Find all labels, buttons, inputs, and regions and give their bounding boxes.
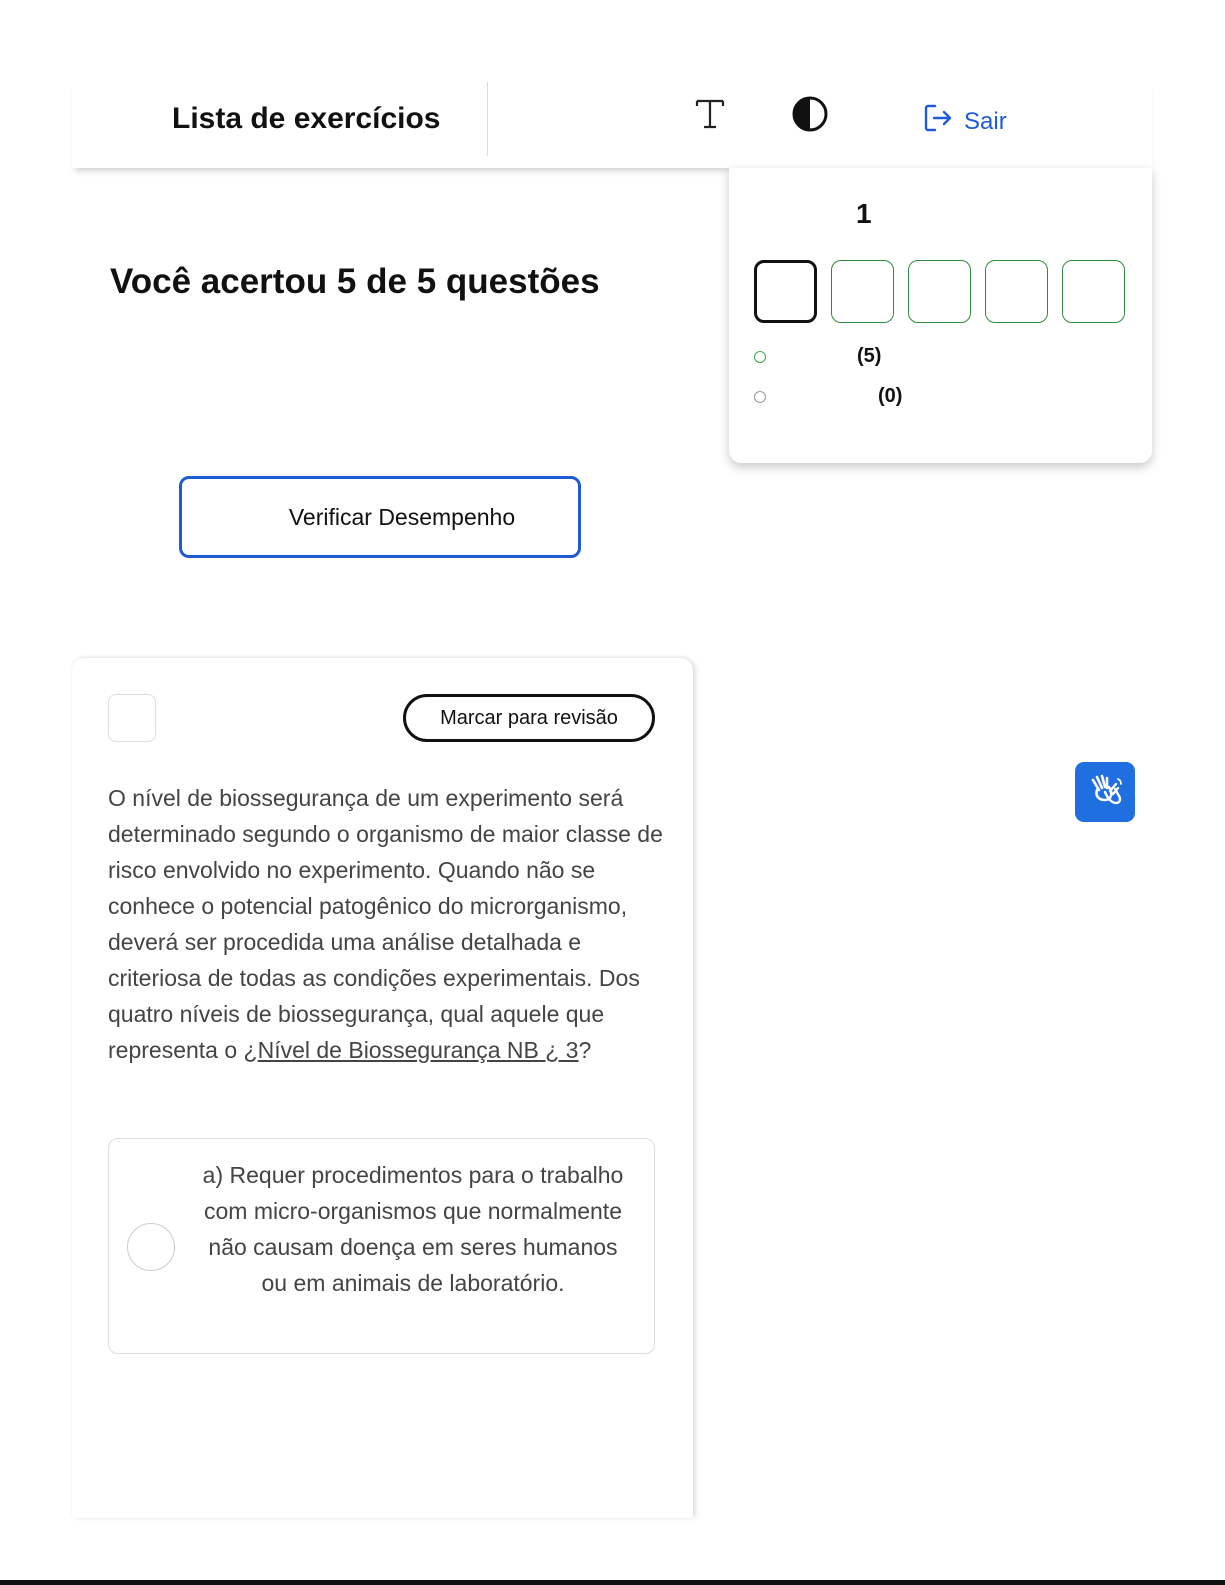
question-box-2[interactable] bbox=[831, 260, 894, 323]
mark-for-review-button[interactable]: Marcar para revisão bbox=[403, 694, 655, 742]
question-text bbox=[108, 780, 668, 1068]
question-box-1[interactable] bbox=[754, 260, 817, 323]
question-navigator bbox=[729, 168, 1152, 463]
logout-button[interactable] bbox=[922, 102, 1007, 141]
answer-option-a[interactable] bbox=[108, 1138, 655, 1354]
legend-answered-count: (5) bbox=[857, 345, 882, 367]
navigator-page-number: 1 bbox=[856, 198, 872, 229]
legend-unanswered bbox=[754, 391, 766, 403]
page-title: Lista de exercícios bbox=[172, 102, 441, 135]
sign-language-icon bbox=[1085, 770, 1125, 815]
bottom-edge bbox=[0, 1580, 1225, 1585]
type-icon bbox=[695, 98, 725, 135]
question-text-prefix: ¿ bbox=[243, 1037, 258, 1063]
logout-label: Sair bbox=[964, 107, 1007, 135]
question-box-5[interactable] bbox=[1062, 260, 1125, 323]
font-size-button[interactable] bbox=[690, 96, 730, 136]
option-text: a) Requer procedimentos para o trabalho com micro-organismos que normalmente não causam doença em seres humanos ou em animais de laboratório. bbox=[202, 1162, 624, 1296]
question-text-main: O nível de biossegurança de um experimento será determinado segundo o organismo de maior classe de risco envolvido no experimento. Quando não se conhece o potencial patogênico do microrganismo, deverá ser procedida uma análise detalhada e criteriosa de todas as condições experimentais. Dos quatro níveis de biossegurança, qual aquele que representa o bbox=[108, 785, 663, 1063]
question-box-4[interactable] bbox=[985, 260, 1048, 323]
contrast-icon bbox=[791, 95, 829, 138]
logout-icon bbox=[922, 102, 954, 141]
option-radio[interactable] bbox=[127, 1223, 175, 1271]
unanswered-dot-icon bbox=[754, 391, 766, 403]
question-text-underlined: Nível de Biossegurança NB ¿ 3 bbox=[257, 1037, 579, 1063]
verify-performance-button[interactable]: Verificar Desempenho bbox=[179, 476, 581, 558]
question-number-badge bbox=[108, 694, 156, 742]
legend-answered bbox=[754, 351, 766, 363]
question-card bbox=[72, 658, 693, 1518]
top-header bbox=[72, 80, 1152, 168]
header-divider bbox=[487, 82, 488, 156]
sign-language-widget[interactable] bbox=[1075, 762, 1135, 822]
question-text-suffix: ? bbox=[578, 1037, 592, 1063]
answered-dot-icon bbox=[754, 351, 766, 363]
legend-unanswered-count: (0) bbox=[878, 385, 903, 407]
question-box-3[interactable] bbox=[908, 260, 971, 323]
contrast-button[interactable] bbox=[790, 96, 830, 136]
score-heading: Você acertou 5 de 5 questões bbox=[110, 262, 600, 301]
